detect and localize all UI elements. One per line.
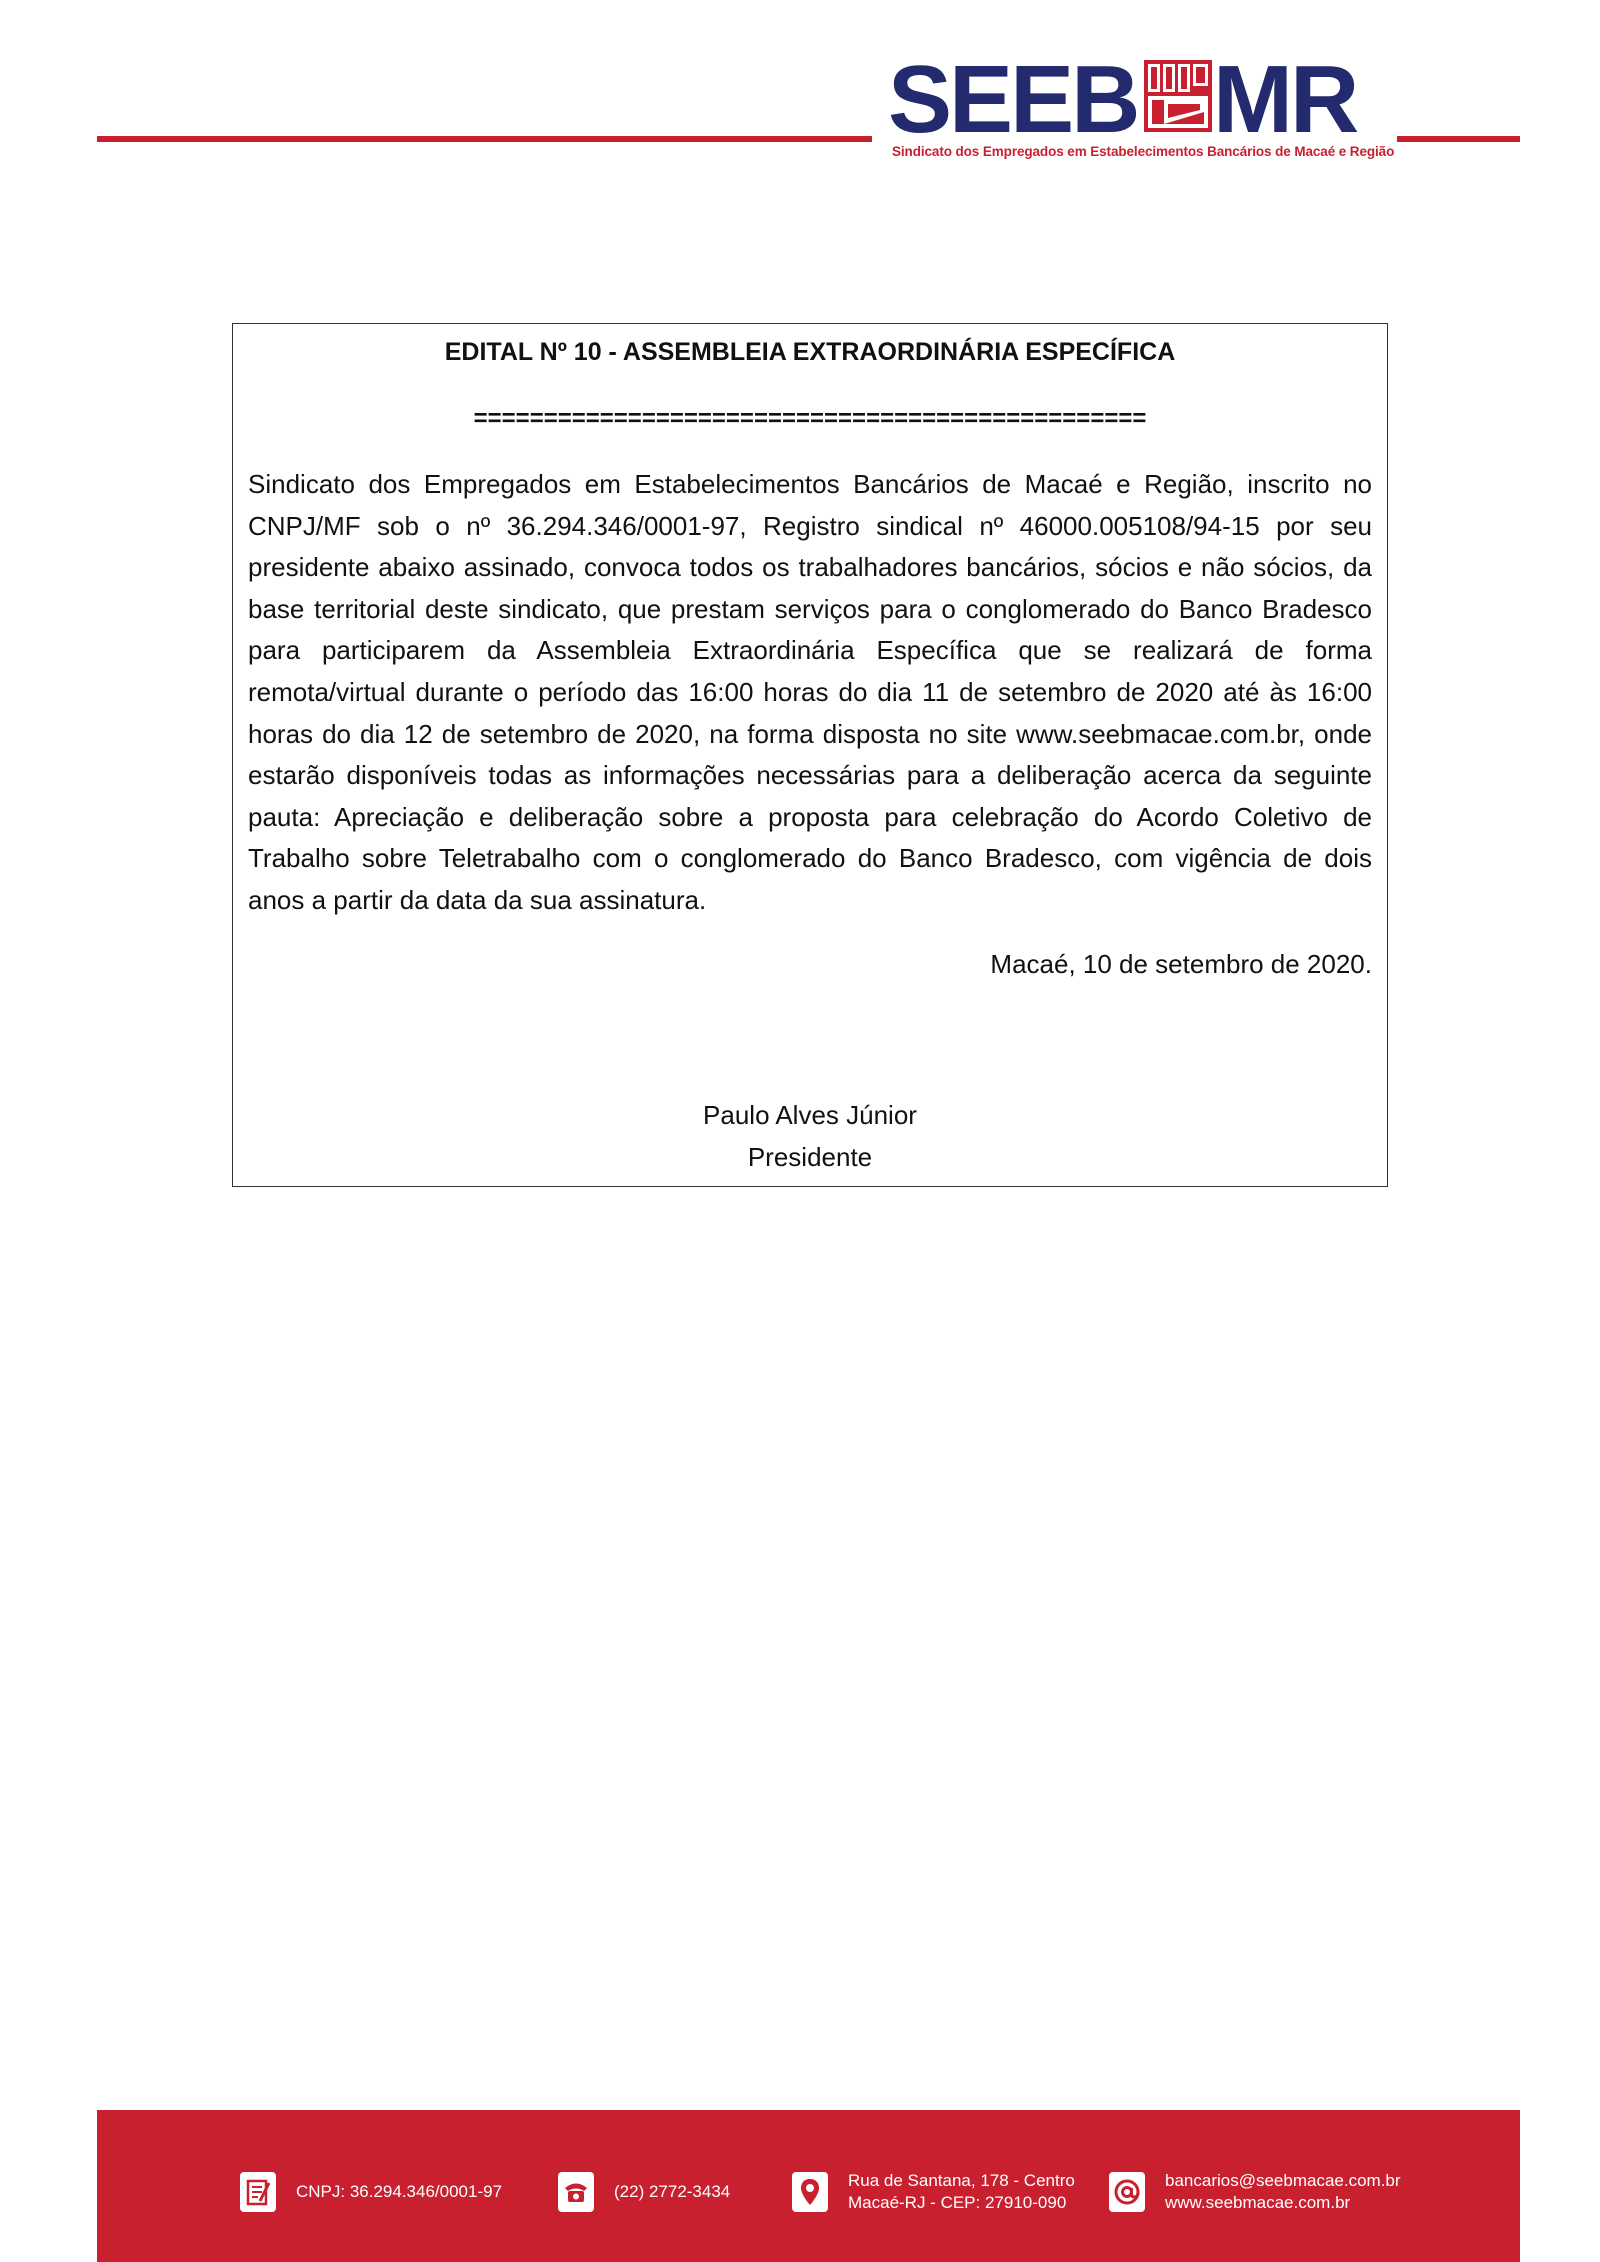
footer-website-link[interactable]: www.seebmacae.com.br xyxy=(1165,2193,1351,2212)
footer-address-text xyxy=(848,2170,1075,2214)
footer-phone-text[interactable]: (22) 2772-3434 xyxy=(614,2182,731,2201)
edital-box xyxy=(232,323,1388,1187)
footer-contact xyxy=(1109,2168,1401,2216)
footer-address-line2: Macaé-RJ - CEP: 27910-090 xyxy=(848,2193,1067,2212)
header-rule-right xyxy=(1397,136,1520,142)
footer-cnpj xyxy=(240,2168,502,2216)
footer-email-link[interactable]: bancarios@seebmacae.com.br xyxy=(1165,2171,1401,2190)
footer-contact-text xyxy=(1165,2170,1401,2214)
logo-text-mr: MR xyxy=(1213,46,1357,153)
edital-separator: ================================================ xyxy=(473,405,1147,432)
footer-cnpj-text: CNPJ: 36.294.346/0001-97 xyxy=(296,2182,503,2201)
footer-address xyxy=(792,2168,1075,2216)
footer-address-line1: Rua de Santana, 178 - Centro xyxy=(848,2171,1075,2190)
signer-name: Paulo Alves Júnior xyxy=(703,1100,917,1130)
location-pin-icon xyxy=(792,2172,828,2212)
edital-body: Sindicato dos Empregados em Estabelecimentos Bancários de Macaé e Região, inscrito no CNPJ/MF sob o nº 36.294.346/0001-97, Registro sindical nº 46000.005108/94-15 por seu presidente abaixo assinado, convoca todos os trabalhadores bancários, sócios e não sócios, da base territorial deste sindicato, que prestam serviços para o conglomerado do Banco Bradesco para participarem da Assembleia Extraordinária Específica que se realizará de forma remota/virtual durante o período das 16:00 horas do dia 11 de setembro de 2020 até às 16:00 horas do dia 12 de setembro de 2020, na forma disposta no site www.seebmacae.com.br, onde estarão disponíveis todas as informações necessárias para a deliberação acerca da seguinte pauta: Apreciação e deliberação sobre a proposta para celebração do Acordo Coletivo de Trabalho sobre Teletrabalho com o conglomerado do Banco Bradesco, com vigência de dois anos a partir da data da sua assinatura. xyxy=(248,469,1372,915)
logo-fist-icon xyxy=(1144,60,1212,132)
seeb-mr-logo xyxy=(888,46,1395,170)
logo-text-seeb: SEEB xyxy=(888,46,1138,153)
document-icon xyxy=(240,2172,276,2212)
footer-phone xyxy=(558,2168,730,2216)
footer-bar xyxy=(97,2110,1520,2262)
signer-role: Presidente xyxy=(747,1142,873,1172)
edital-date: Macaé, 10 de setembro de 2020. xyxy=(990,949,1372,979)
header-rule-left xyxy=(97,136,872,142)
signature-block xyxy=(233,1094,1387,1178)
phone-icon xyxy=(558,2172,594,2212)
at-sign-icon xyxy=(1109,2172,1145,2212)
logo-subtitle: Sindicato dos Empregados em Estabelecimentos Bancários de Macaé e Região xyxy=(892,144,1395,159)
edital-title: EDITAL Nº 10 - ASSEMBLEIA EXTRAORDINÁRIA ESPECÍFICA xyxy=(444,338,1176,366)
